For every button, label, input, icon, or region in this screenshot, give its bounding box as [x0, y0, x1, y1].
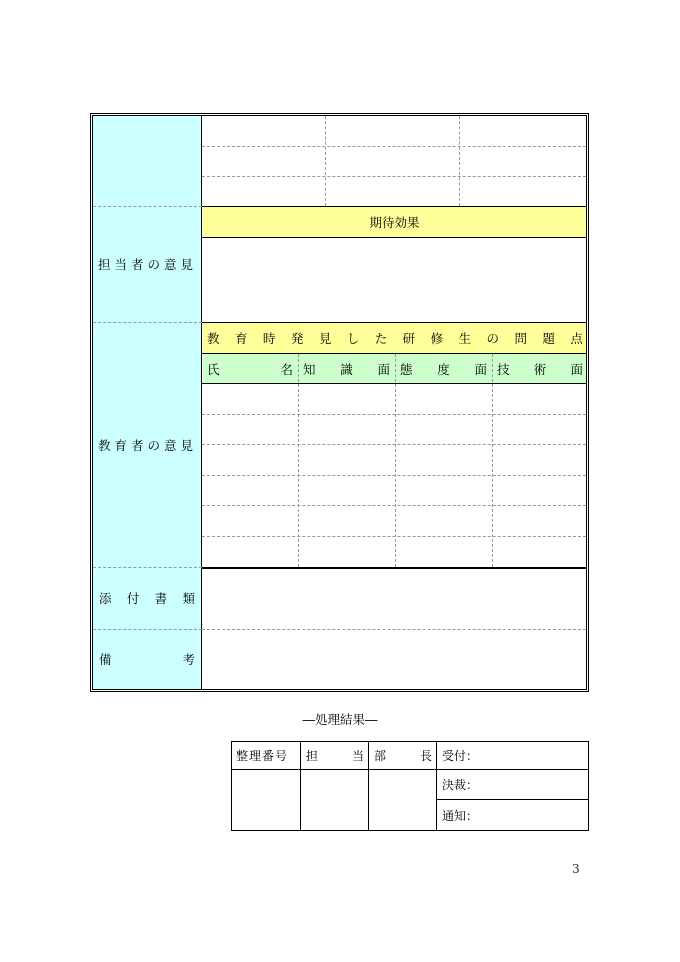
expected-effect-label: 期待効果 — [369, 215, 420, 230]
header-bucho — [374, 742, 432, 769]
column-header-char: 面 — [474, 361, 487, 377]
training-issues-char: 問 — [514, 331, 527, 346]
remarks-label — [99, 629, 195, 689]
attachments-field[interactable] — [203, 569, 586, 629]
received-field[interactable]: 受付： — [442, 749, 479, 763]
processing-title: ―処理結果― — [302, 712, 378, 727]
bucho-stamp-field[interactable] — [369, 770, 436, 830]
training-issues-char: 見 — [318, 331, 332, 346]
column-skill — [497, 354, 583, 383]
seiri-bango-field[interactable] — [232, 770, 300, 830]
column-header-char: 識 — [340, 361, 353, 377]
column-header-char: 氏 — [207, 361, 220, 377]
column-attitude — [400, 354, 487, 383]
training-issues-char: 発 — [290, 331, 304, 346]
attachments-label — [99, 567, 195, 629]
column-header-char: 度 — [437, 361, 450, 377]
tanto-opinion-label: 担当者の意見 — [97, 257, 197, 272]
header-seiri-bango: 整理番号 — [236, 749, 289, 763]
page-number: 3 — [572, 862, 580, 876]
column-name — [207, 354, 293, 383]
column-knowledge — [303, 354, 390, 383]
attachments-label-char: 類 — [182, 591, 195, 606]
training-issues-char: 点 — [570, 331, 583, 346]
remarks-label-char: 備 — [99, 652, 112, 667]
expected-effect-field[interactable] — [203, 238, 586, 322]
header-bucho-char: 長 — [419, 749, 432, 763]
header-tanto — [306, 742, 364, 769]
column-header-char: 面 — [377, 361, 390, 377]
training-issues-char: 生 — [458, 331, 472, 346]
header-bucho-char: 部 — [374, 749, 387, 763]
column-header-char: 技 — [497, 361, 510, 377]
remarks-field[interactable] — [203, 630, 586, 689]
educator-opinion-label: 教育者の意見 — [97, 437, 197, 453]
attachments-label-char: 添 — [99, 591, 112, 606]
notice-field[interactable]: 通知： — [442, 808, 479, 823]
attachments-label-char: 書 — [154, 591, 168, 606]
training-issues-char: 育 — [234, 331, 248, 346]
approval-field[interactable]: 決裁： — [442, 778, 479, 792]
processing-table — [231, 741, 589, 831]
column-header-char: 術 — [533, 361, 547, 377]
training-issues-title — [207, 323, 583, 353]
training-issues-char: の — [486, 331, 500, 346]
application-form — [90, 113, 589, 692]
attachments-label-char: 付 — [126, 591, 140, 606]
training-issues-char: 時 — [262, 331, 276, 346]
header-tanto-char: 当 — [351, 749, 364, 763]
training-issues-char: 修 — [430, 331, 444, 346]
column-header-char: 面 — [570, 361, 583, 377]
header-tanto-char: 担 — [306, 749, 319, 763]
training-issues-char: 題 — [542, 331, 555, 346]
column-header-char: 態 — [400, 361, 413, 377]
training-issues-char: し — [346, 331, 360, 346]
training-issues-char: た — [374, 331, 388, 346]
column-header-char: 名 — [280, 361, 293, 377]
training-issues-char: 研 — [402, 331, 416, 346]
training-issues-char: 教 — [207, 331, 220, 346]
tanto-stamp-field[interactable] — [301, 770, 368, 830]
remarks-label-char: 考 — [182, 652, 195, 667]
column-header-char: 知 — [303, 361, 316, 377]
